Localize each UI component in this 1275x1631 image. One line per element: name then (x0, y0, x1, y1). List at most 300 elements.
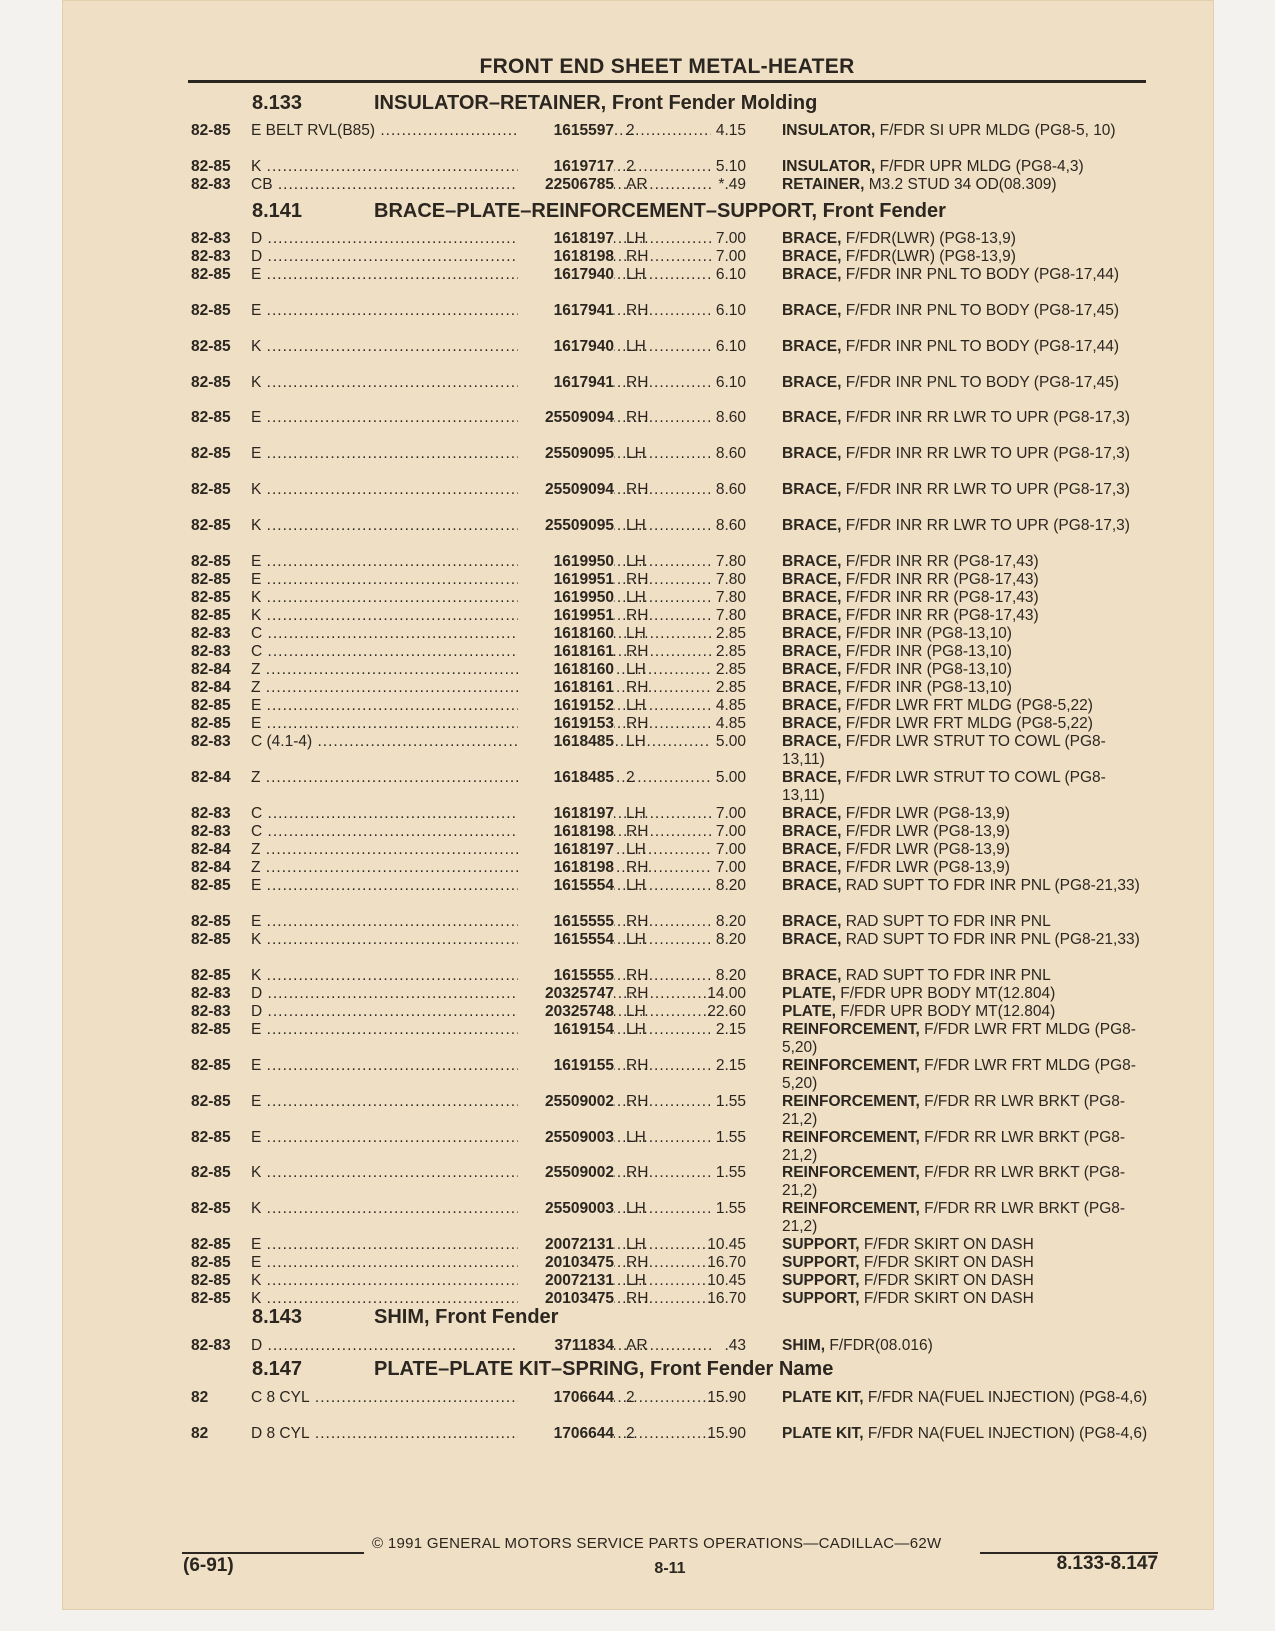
quantity: LH (626, 1129, 646, 1146)
section-title-bold: PLATE–PLATE KIT–SPRING, (374, 1358, 645, 1380)
price: 5.00 (715, 769, 746, 786)
quantity: LH (626, 338, 646, 355)
model-year: 82-83 (191, 805, 231, 822)
part-description-name: BRACE, (782, 913, 842, 930)
application-code: K ..... (251, 517, 711, 535)
part-number: 22506785 (518, 176, 614, 194)
part-description-name: BRACE, (782, 643, 842, 660)
part-description (782, 1057, 1148, 1093)
quantity: RH (626, 409, 649, 426)
model-year: 82-83 (191, 176, 231, 193)
price: 7.00 (715, 823, 746, 840)
part-description (782, 697, 1148, 715)
part-description (782, 841, 1148, 859)
application-code: K ..... (251, 338, 711, 356)
part-description-detail: RAD SUPT TO FDR INR PNL (845, 913, 1051, 930)
quantity: LH (626, 625, 646, 642)
part-description (782, 1129, 1148, 1165)
application-code: K ..... (251, 1290, 711, 1308)
section-title-bold: SHIM, (374, 1306, 430, 1328)
price: 2.15 (715, 1057, 746, 1074)
part-description (782, 1003, 1148, 1021)
application-code: CB ..... (251, 176, 711, 194)
part-number: 1615555 (518, 913, 614, 931)
model-year: 82-85 (191, 1021, 231, 1038)
part-description-name: PLATE, (782, 1003, 836, 1020)
price: 4.85 (715, 715, 746, 732)
part-description (782, 679, 1148, 697)
part-description (782, 302, 1148, 320)
section-title (374, 200, 946, 223)
model-year: 82-85 (191, 913, 231, 930)
model-year: 82-84 (191, 679, 231, 696)
price: 4.85 (715, 697, 746, 714)
application-code: E ..... (251, 1254, 711, 1272)
quantity: 2 (626, 122, 635, 139)
price: 8.20 (715, 931, 746, 948)
quantity: AR (626, 1337, 648, 1354)
part-description (782, 230, 1148, 248)
quantity: LH (626, 553, 646, 570)
part-description-detail: F/FDR LWR (PG8-13,9) (845, 841, 1010, 858)
part-description-detail: F/FDR RR LWR BRKT (PG8-21,2) (782, 1164, 1126, 1199)
part-description-detail: F/FDR INR RR LWR TO UPR (PG8-17,3) (845, 481, 1130, 498)
part-description (782, 1164, 1148, 1200)
price: 10.45 (707, 1272, 746, 1289)
part-description-detail: F/FDR LWR (PG8-13,9) (845, 805, 1010, 822)
quantity: LH (626, 230, 646, 247)
part-description-detail: F/FDR INR (PG8-13,10) (845, 625, 1012, 642)
part-description (782, 266, 1148, 284)
model-year: 82-85 (191, 409, 231, 426)
price: 4.15 (715, 122, 746, 139)
footer-date: (6-91) (183, 1555, 234, 1576)
quantity: RH (626, 967, 649, 984)
part-description (782, 571, 1148, 589)
part-description-detail: F/FDR RR LWR BRKT (PG8-21,2) (782, 1093, 1126, 1128)
model-year: 82-85 (191, 302, 231, 319)
application-code: E ..... (251, 1021, 711, 1039)
model-year: 82-83 (191, 1003, 231, 1020)
model-year: 82-85 (191, 1272, 231, 1289)
footer-page-number: 8-11 (654, 1560, 686, 1577)
section-header (188, 200, 1146, 222)
application-code: E ..... (251, 913, 711, 931)
part-description-detail: RAD SUPT TO FDR INR PNL (PG8-21,33) (845, 931, 1140, 948)
price: 1.55 (715, 1129, 746, 1146)
model-year: 82-85 (191, 715, 231, 732)
part-description-detail: M3.2 STUD 34 OD(08.309) (868, 176, 1057, 193)
application-code: K ..... (251, 931, 711, 949)
application-code: C ..... (251, 823, 711, 841)
part-description-detail: F/FDR UPR BODY MT(12.804) (840, 1003, 1056, 1020)
price: 8.60 (715, 481, 746, 498)
quantity: RH (626, 571, 649, 588)
part-description (782, 589, 1148, 607)
part-description-name: BRACE, (782, 769, 842, 786)
price: 7.00 (715, 230, 746, 247)
part-description (782, 661, 1148, 679)
quantity: RH (626, 1057, 649, 1074)
model-year: 82-85 (191, 1129, 231, 1146)
part-description-name: BRACE, (782, 877, 842, 894)
quantity: LH (626, 1272, 646, 1289)
application-code: Z ..... (251, 841, 711, 859)
section-title-rest: Front Fender Name (649, 1358, 834, 1380)
price: 15.90 (707, 1389, 746, 1406)
part-description-name: BRACE, (782, 679, 842, 696)
price: 14.00 (707, 985, 746, 1002)
part-description-detail: F/FDR(08.016) (829, 1337, 933, 1354)
price: 7.80 (715, 553, 746, 570)
quantity: RH (626, 302, 649, 319)
part-description (782, 1425, 1148, 1443)
part-description (782, 967, 1148, 985)
part-description-detail: F/FDR SKIRT ON DASH (863, 1254, 1034, 1271)
application-code: E ..... (251, 1129, 711, 1147)
part-description-detail: RAD SUPT TO FDR INR PNL (845, 967, 1051, 984)
price: 8.20 (715, 967, 746, 984)
model-year: 82-85 (191, 1093, 231, 1110)
part-number: 1617941 (518, 374, 614, 392)
part-description-name: BRACE, (782, 967, 842, 984)
part-description-name: PLATE KIT, (782, 1425, 864, 1442)
part-description (782, 1021, 1148, 1057)
part-description (782, 409, 1148, 427)
part-number: 1618198 (518, 859, 614, 877)
price: 8.60 (715, 445, 746, 462)
price: 7.00 (715, 805, 746, 822)
price: 6.10 (715, 374, 746, 391)
part-description-detail: F/FDR UPR BODY MT(12.804) (840, 985, 1056, 1002)
header-rule (188, 80, 1146, 83)
quantity: RH (626, 1254, 649, 1271)
part-number: 1615554 (518, 931, 614, 949)
section-title-rest: Front Fender (435, 1306, 559, 1328)
application-code: E ..... (251, 697, 711, 715)
model-year: 82-85 (191, 877, 231, 894)
section-title (374, 92, 817, 115)
part-description (782, 248, 1148, 266)
part-description-detail: F/FDR NA(FUEL INJECTION) (PG8-4,6) (867, 1389, 1148, 1406)
part-description (782, 1236, 1148, 1254)
model-year: 82-85 (191, 338, 231, 355)
price: 2.85 (715, 679, 746, 696)
part-description-name: BRACE, (782, 409, 842, 426)
part-description-name: REINFORCEMENT, (782, 1021, 920, 1038)
part-description (782, 643, 1148, 661)
application-code: D 8 CYL ..... (251, 1425, 711, 1443)
model-year: 82-85 (191, 122, 231, 139)
application-code: C (4.1-4) ..... (251, 733, 711, 751)
part-number: 1619153 (518, 715, 614, 733)
section-title-bold: INSULATOR–RETAINER, (374, 92, 607, 114)
footer-copyright: © 1991 GENERAL MOTORS SERVICE PARTS OPERATIONS—CADILLAC—62W (372, 1535, 942, 1552)
part-number: 1618160 (518, 625, 614, 643)
quantity: RH (626, 823, 649, 840)
model-year: 82-85 (191, 1236, 231, 1253)
part-description-detail: F/FDR INR (PG8-13,10) (845, 679, 1012, 696)
model-year: 82-83 (191, 733, 231, 750)
model-year: 82-84 (191, 841, 231, 858)
part-description (782, 158, 1148, 176)
part-description-name: BRACE, (782, 517, 842, 534)
quantity: AR (626, 176, 648, 193)
application-code: K ..... (251, 967, 711, 985)
part-description-name: BRACE, (782, 374, 842, 391)
part-number: 20103475 (518, 1254, 614, 1272)
price: 6.10 (715, 266, 746, 283)
model-year: 82-85 (191, 1290, 231, 1307)
price: 5.00 (715, 733, 746, 750)
part-description-detail: F/FDR(LWR) (PG8-13,9) (845, 248, 1016, 265)
section-title (374, 1306, 558, 1329)
model-year: 82-83 (191, 823, 231, 840)
section-title-rest: Front Fender Molding (611, 92, 818, 114)
application-code: D ..... (251, 248, 711, 266)
quantity: LH (626, 1021, 646, 1038)
price: 7.00 (715, 841, 746, 858)
application-code: E ..... (251, 1057, 711, 1075)
part-description (782, 625, 1148, 643)
part-number: 1615555 (518, 967, 614, 985)
part-description-name: SHIM, (782, 1337, 826, 1354)
price: 10.45 (707, 1236, 746, 1253)
part-description-name: REINFORCEMENT, (782, 1164, 920, 1181)
part-description-name: SUPPORT, (782, 1290, 860, 1307)
part-description-detail: F/FDR SKIRT ON DASH (863, 1272, 1034, 1289)
part-number: 1617940 (518, 266, 614, 284)
quantity: RH (626, 679, 649, 696)
price: 1.55 (715, 1200, 746, 1217)
part-description-name: SUPPORT, (782, 1272, 860, 1289)
part-number: 1619950 (518, 553, 614, 571)
part-description-name: PLATE KIT, (782, 1389, 864, 1406)
price: 7.80 (715, 607, 746, 624)
application-code: E ..... (251, 715, 711, 733)
part-description (782, 733, 1148, 769)
part-description-name: BRACE, (782, 266, 842, 283)
application-code: K ..... (251, 374, 711, 392)
quantity: RH (626, 985, 649, 1002)
part-description (782, 985, 1148, 1003)
model-year: 82-83 (191, 1337, 231, 1354)
application-code: C ..... (251, 625, 711, 643)
quantity: LH (626, 841, 646, 858)
price: 8.20 (715, 877, 746, 894)
price: 8.20 (715, 913, 746, 930)
part-description-detail: F/FDR INR PNL TO BODY (PG8-17,44) (845, 338, 1120, 355)
part-number: 1618160 (518, 661, 614, 679)
part-description (782, 338, 1148, 356)
part-description-name: INSULATOR, (782, 122, 876, 139)
part-number: 25509003 (518, 1200, 614, 1218)
part-description-detail: F/FDR INR PNL TO BODY (PG8-17,45) (845, 374, 1120, 391)
page-title: FRONT END SHEET METAL-HEATER (479, 55, 855, 78)
application-code: C ..... (251, 805, 711, 823)
price: 8.60 (715, 517, 746, 534)
part-number: 1617940 (518, 338, 614, 356)
section-number: 8.133 (252, 92, 303, 114)
model-year: 82-85 (191, 1057, 231, 1074)
part-description-name: BRACE, (782, 733, 842, 750)
part-description (782, 1272, 1148, 1290)
price: 16.70 (707, 1290, 746, 1307)
part-description (782, 553, 1148, 571)
model-year: 82-85 (191, 1254, 231, 1271)
part-description-name: INSULATOR, (782, 158, 876, 175)
part-description-detail: RAD SUPT TO FDR INR PNL (PG8-21,33) (845, 877, 1140, 894)
application-code: E ..... (251, 877, 711, 895)
quantity: RH (626, 643, 649, 660)
part-number: 1618198 (518, 823, 614, 841)
part-description-detail: F/FDR INR RR (PG8-17,43) (845, 589, 1039, 606)
quantity: LH (626, 931, 646, 948)
quantity: RH (626, 1290, 649, 1307)
quantity: 2 (626, 158, 635, 175)
price: 7.80 (715, 589, 746, 606)
part-description-detail: F/FDR SI UPR MLDG (PG8-5, 10) (879, 122, 1116, 139)
part-description-detail: F/FDR RR LWR BRKT (PG8-21,2) (782, 1200, 1126, 1235)
part-description-name: RETAINER, (782, 176, 865, 193)
application-code: K ..... (251, 481, 711, 499)
quantity: LH (626, 697, 646, 714)
model-year: 82-85 (191, 374, 231, 391)
part-number: 20325747 (518, 985, 614, 1003)
part-description-detail: F/FDR LWR FRT MLDG (PG8-5,22) (845, 715, 1093, 732)
application-code: K ..... (251, 607, 711, 625)
quantity: RH (626, 607, 649, 624)
part-description-detail: F/FDR INR PNL TO BODY (PG8-17,44) (845, 266, 1120, 283)
part-description (782, 715, 1148, 733)
part-number: 25509002 (518, 1093, 614, 1111)
part-description-name: BRACE, (782, 805, 842, 822)
part-description-detail: F/FDR INR RR (PG8-17,43) (845, 607, 1039, 624)
section-title-bold: BRACE–PLATE–REINFORCEMENT–SUPPORT, (374, 200, 818, 222)
part-description-name: BRACE, (782, 338, 842, 355)
part-description-detail: F/FDR LWR (PG8-13,9) (845, 823, 1010, 840)
part-description-name: BRACE, (782, 859, 842, 876)
quantity: RH (626, 859, 649, 876)
part-number: 1706644 (518, 1425, 614, 1443)
application-code: E ..... (251, 553, 711, 571)
part-description (782, 769, 1148, 805)
price: 1.55 (715, 1093, 746, 1110)
footer-rule-left (182, 1552, 364, 1554)
price: 5.10 (715, 158, 746, 175)
part-description (782, 877, 1148, 895)
application-code: Z ..... (251, 661, 711, 679)
part-description-name: BRACE, (782, 715, 842, 732)
part-number: 25509002 (518, 1164, 614, 1182)
price: 1.55 (715, 1164, 746, 1181)
application-code: E ..... (251, 1093, 711, 1111)
price: 2.85 (715, 643, 746, 660)
application-code: Z ..... (251, 859, 711, 877)
part-description-name: REINFORCEMENT, (782, 1057, 920, 1074)
part-number: 20072131 (518, 1272, 614, 1290)
part-description-name: BRACE, (782, 931, 842, 948)
price: 6.10 (715, 338, 746, 355)
part-description-detail: F/FDR LWR (PG8-13,9) (845, 859, 1010, 876)
application-code: K ..... (251, 589, 711, 607)
model-year: 82-85 (191, 571, 231, 588)
application-code: Z ..... (251, 769, 711, 787)
part-number: 1618161 (518, 643, 614, 661)
part-number: 1618485 (518, 769, 614, 787)
model-year: 82-85 (191, 967, 231, 984)
application-code: Z ..... (251, 679, 711, 697)
part-number: 1619154 (518, 1021, 614, 1039)
part-description-detail: F/FDR LWR STRUT TO COWL (PG8-13,11) (782, 733, 1106, 768)
part-description (782, 805, 1148, 823)
part-description-detail: F/FDR LWR FRT MLDG (PG8-5,20) (782, 1057, 1136, 1092)
section-number: 8.147 (252, 1358, 303, 1380)
application-code: E ..... (251, 1236, 711, 1254)
part-description-detail: F/FDR(LWR) (PG8-13,9) (845, 230, 1016, 247)
application-code: K ..... (251, 1164, 711, 1182)
part-description-detail: F/FDR INR RR (PG8-17,43) (845, 553, 1039, 570)
part-description-name: BRACE, (782, 481, 842, 498)
part-description-detail: F/FDR INR (PG8-13,10) (845, 643, 1012, 660)
part-description-name: REINFORCEMENT, (782, 1093, 920, 1110)
application-code: K ..... (251, 1272, 711, 1290)
part-description (782, 481, 1148, 499)
price: 22.60 (707, 1003, 746, 1020)
quantity: RH (626, 715, 649, 732)
quantity: LH (626, 733, 646, 750)
model-year: 82-85 (191, 481, 231, 498)
model-year: 82-85 (191, 697, 231, 714)
model-year: 82-83 (191, 625, 231, 642)
application-code: D ..... (251, 985, 711, 1003)
model-year: 82-85 (191, 158, 231, 175)
price: 7.80 (715, 571, 746, 588)
part-number: 25509095 (518, 445, 614, 463)
part-description-name: BRACE, (782, 302, 842, 319)
model-year: 82 (191, 1425, 209, 1442)
part-description-detail: F/FDR INR RR LWR TO UPR (PG8-17,3) (845, 409, 1130, 426)
part-description-detail: F/FDR INR PNL TO BODY (PG8-17,45) (845, 302, 1120, 319)
part-description-detail: F/FDR INR RR LWR TO UPR (PG8-17,3) (845, 445, 1130, 462)
quantity: RH (626, 248, 649, 265)
part-description (782, 913, 1148, 931)
application-code: E ..... (251, 445, 711, 463)
model-year: 82-85 (191, 517, 231, 534)
part-description-detail: F/FDR SKIRT ON DASH (863, 1236, 1034, 1253)
part-number: 1618198 (518, 248, 614, 266)
price: 7.00 (715, 859, 746, 876)
application-code: E ..... (251, 571, 711, 589)
price: 2.15 (715, 1021, 746, 1038)
model-year: 82-84 (191, 661, 231, 678)
model-year: 82-85 (191, 589, 231, 606)
model-year: 82-83 (191, 248, 231, 265)
quantity: LH (626, 1236, 646, 1253)
quantity: LH (626, 266, 646, 283)
part-description-name: BRACE, (782, 553, 842, 570)
application-code: C ..... (251, 643, 711, 661)
price: 8.60 (715, 409, 746, 426)
part-description-detail: F/FDR LWR STRUT TO COWL (PG8-13,11) (782, 769, 1106, 804)
quantity: LH (626, 805, 646, 822)
part-number: 1615554 (518, 877, 614, 895)
part-description-name: BRACE, (782, 230, 842, 247)
quantity: RH (626, 481, 649, 498)
part-description-name: BRACE, (782, 248, 842, 265)
model-year: 82-83 (191, 230, 231, 247)
model-year: 82-85 (191, 931, 231, 948)
